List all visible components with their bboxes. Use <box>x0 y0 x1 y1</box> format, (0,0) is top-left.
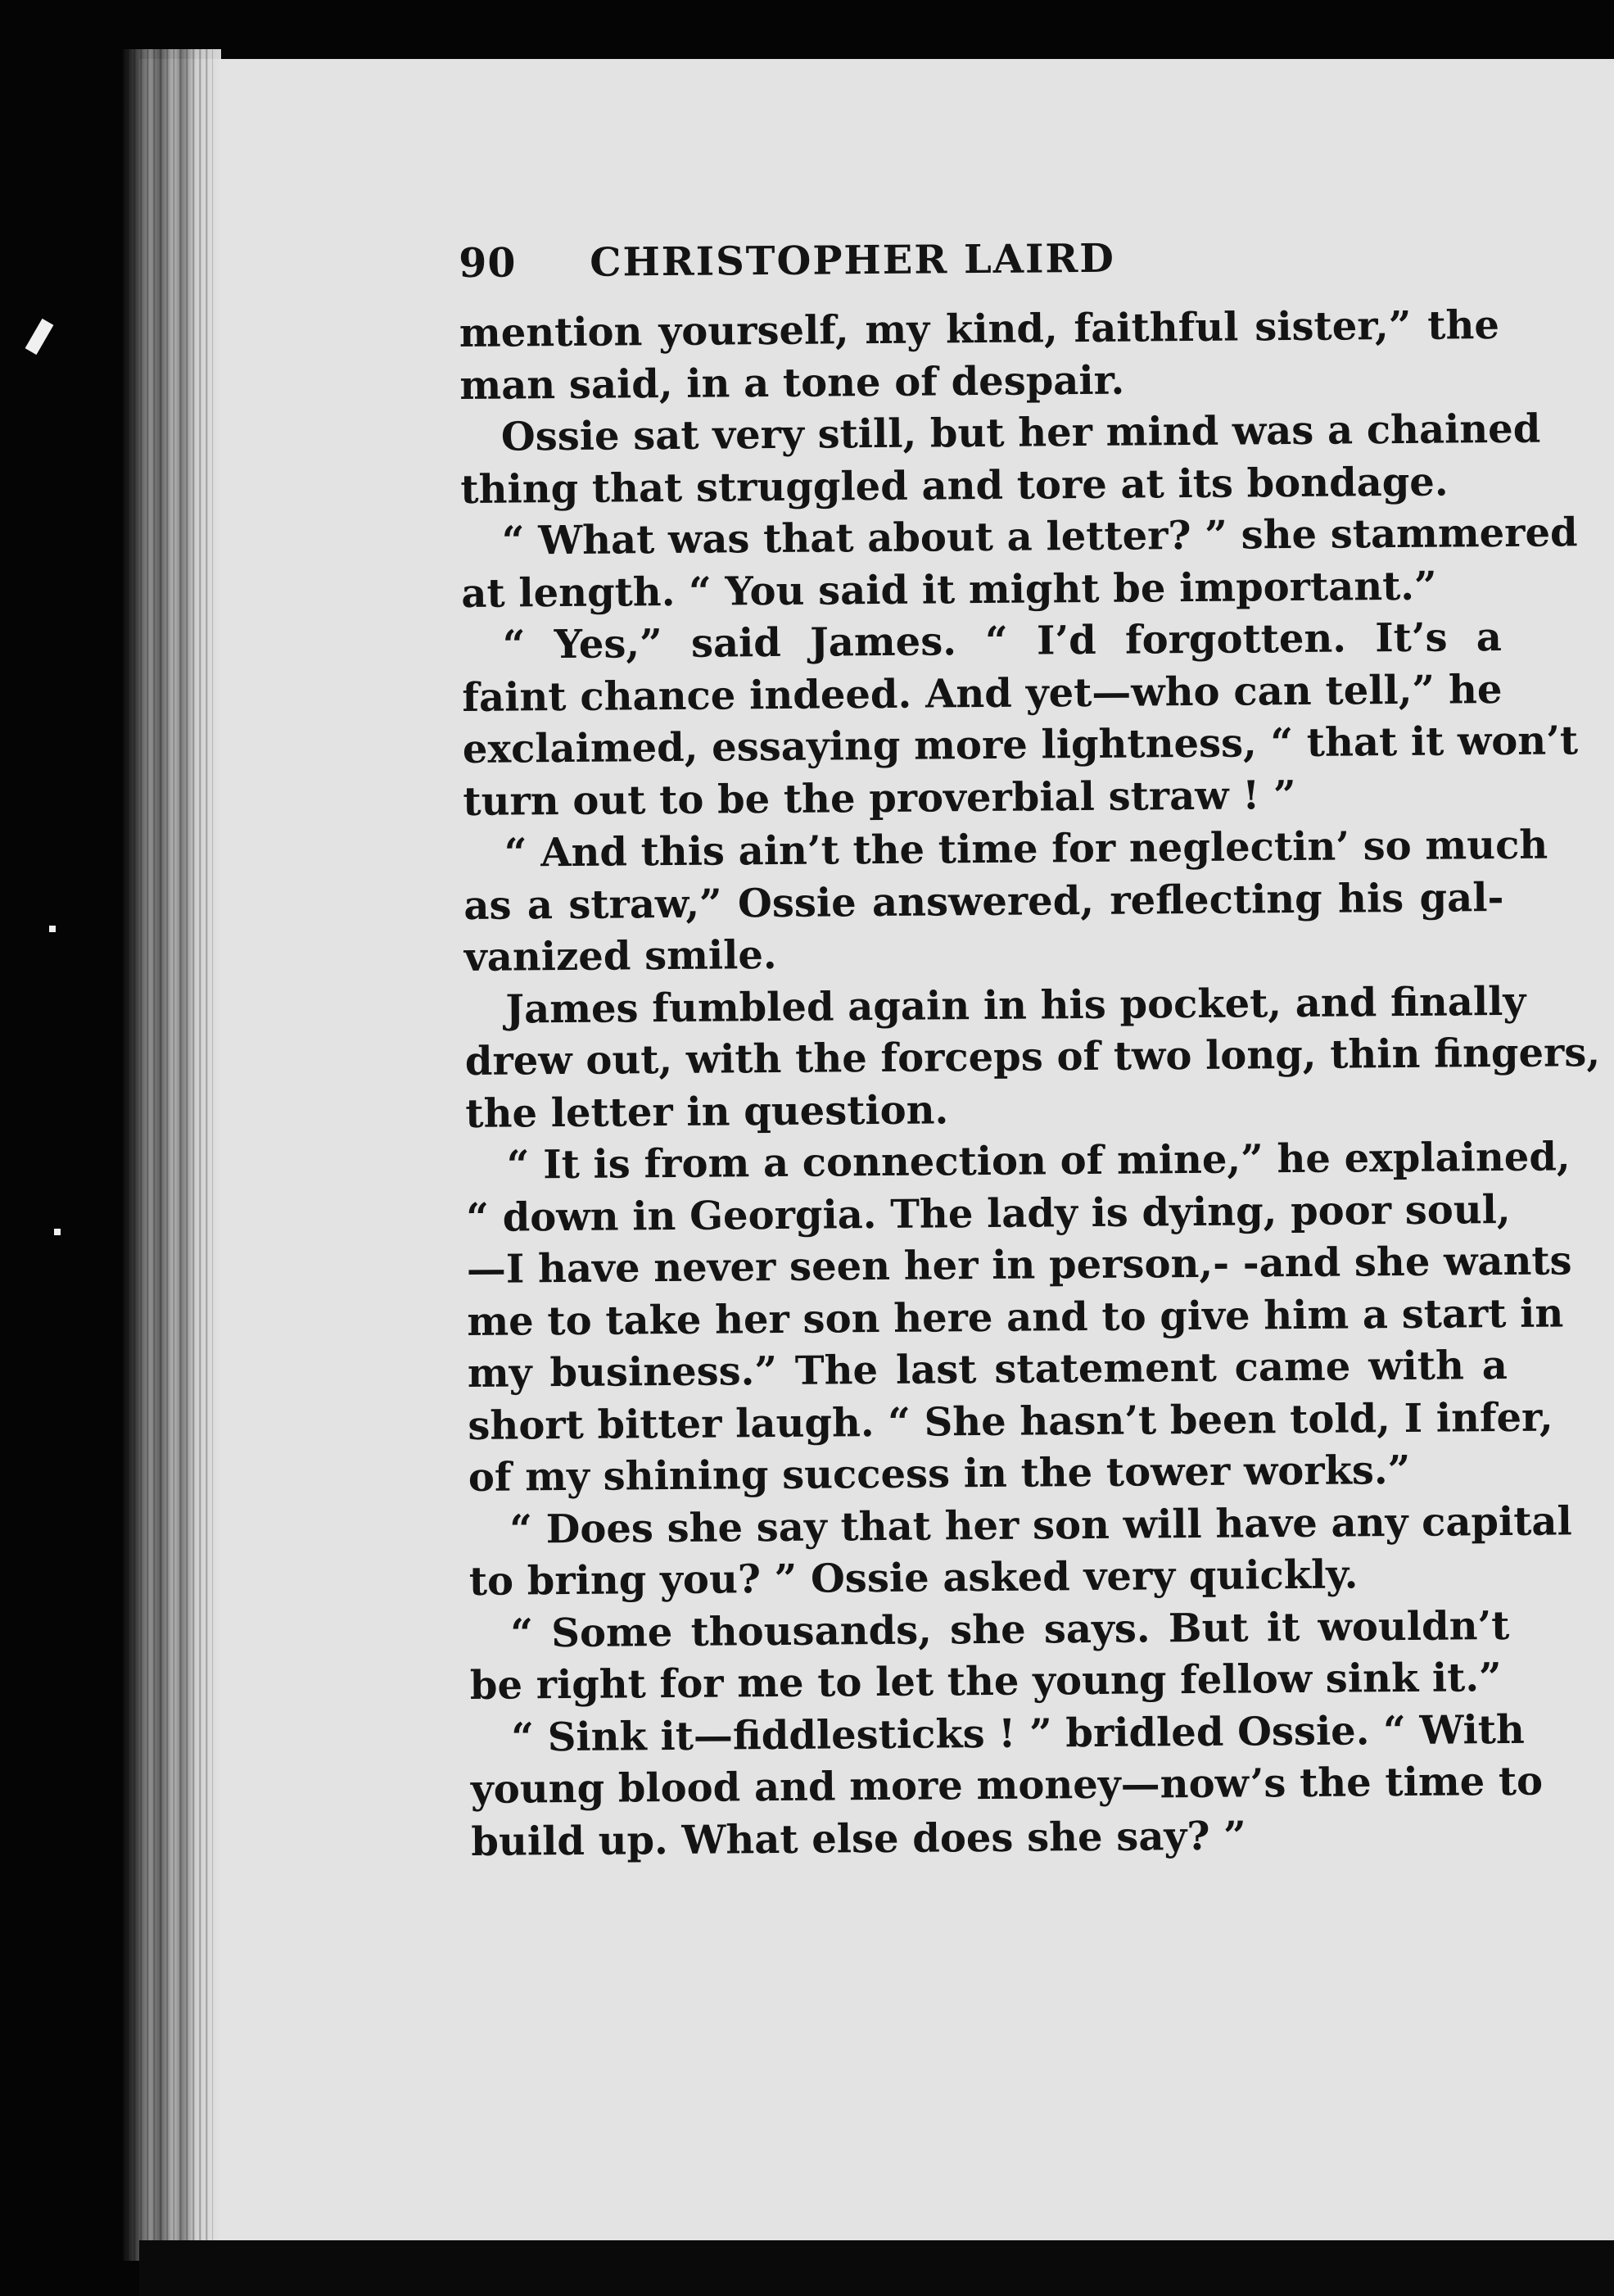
text-line: mention yourself, my kind, faithful sister,” the <box>459 302 1500 356</box>
text-line: —I have never seen her in person,- -and she wants <box>466 1238 1572 1293</box>
text-line: “ Some thousands, she says. But it wouldn’t <box>510 1602 1510 1657</box>
text-line: “ It is from a connection of mine,” he explained, <box>506 1134 1571 1189</box>
page-number: 90 <box>459 238 517 287</box>
text-line: as a straw,” Ossie answered, reflecting his gal- <box>463 874 1504 929</box>
text-line: the letter in question. <box>465 1086 949 1137</box>
text-line: “ Yes,” said James. “ I’d forgotten. It’s a <box>502 614 1503 668</box>
page-header <box>459 229 1499 303</box>
text-line: “ What was that about a letter? ” she stammered <box>501 509 1578 564</box>
running-head: CHRISTOPHER LAIRD <box>590 235 1116 286</box>
page-edge-lines <box>123 49 213 2261</box>
text-line: James fumbled again in his pocket, and finally <box>505 978 1526 1033</box>
text-line: at length. “ You said it might be important.” <box>461 563 1437 617</box>
text-line: to bring you? ” Ossie asked very quickly. <box>468 1551 1359 1605</box>
scan-bottom-edge <box>139 2240 1614 2296</box>
page-text <box>459 229 1601 1868</box>
text-line: short bitter laugh. “ She hasn’t been told, I infer, <box>468 1394 1553 1449</box>
text-line: build up. What else does she say? ” <box>471 1813 1246 1865</box>
text-line: my business.” The last statement came with a <box>467 1342 1508 1397</box>
text-line: thing that struggled and tore at its bondage. <box>460 459 1449 513</box>
body-text <box>459 300 1601 1868</box>
text-line: “ And this ain’t the time for neglectin’ so much <box>504 822 1548 876</box>
text-line: “ Sink it—fiddlesticks ! ” bridled Ossie. “ With <box>511 1706 1526 1761</box>
text-line: man said, in a tone of despair. <box>459 357 1125 409</box>
text-line: Ossie sat very still, but her mind was a chained <box>500 405 1541 460</box>
text-line: turn out to be the proverbial straw ! ” <box>463 772 1296 825</box>
text-line: “ down in Georgia. The lady is dying, poor soul, <box>466 1186 1511 1241</box>
text-line: drew out, with the forceps of two long, thin fingers, <box>464 1030 1601 1085</box>
text-line: vanized smile. <box>463 931 777 980</box>
text-line: young blood and more money—now’s the time to <box>470 1758 1544 1813</box>
text-line: faint chance indeed. And yet—who can tell,” he <box>462 666 1503 721</box>
text-line: “ Does she say that her son will have any capital <box>509 1497 1572 1553</box>
scan-speck <box>49 926 56 932</box>
scan-speck <box>25 319 54 355</box>
text-line: of my shining success in the tower works.” <box>468 1447 1411 1501</box>
text-line: exclaimed, essaying more lightness, “ that it won’t <box>462 718 1579 772</box>
text-line: be right for me to let the young fellow sink it.” <box>469 1655 1502 1709</box>
scan-speck <box>54 1229 61 1235</box>
text-line: me to take her son here and to give him a start in <box>467 1289 1564 1345</box>
